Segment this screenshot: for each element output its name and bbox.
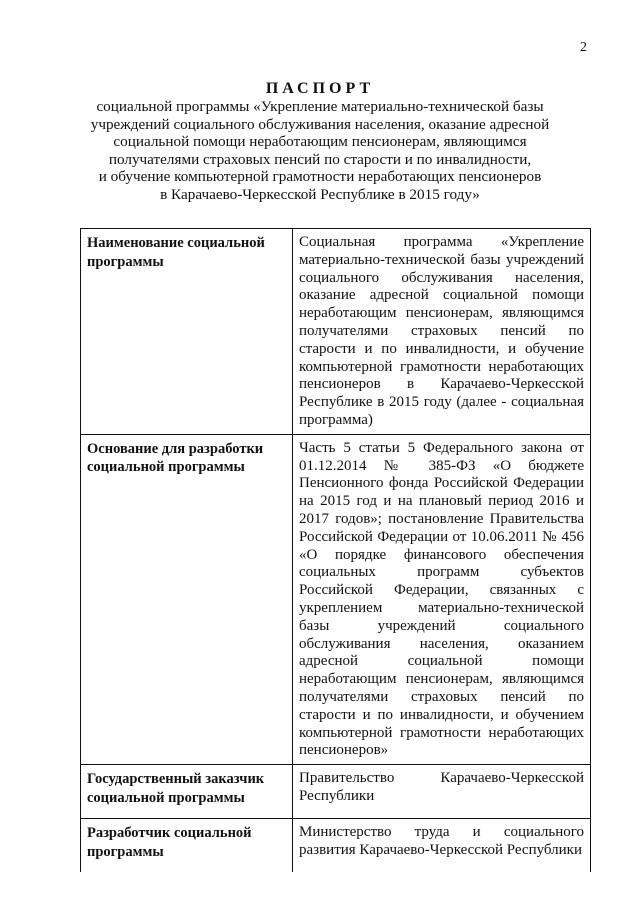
row-value: Социальная программа «Укрепление материально-технической базы учреждений социального обслуживания населения, оказание адресной социальной помощи неработающим пенсионерам, являющимся получателями страховых пенсий по старости и по инвалидности, и обучение компьютерной грамотности неработающих пенсионеров в Карачаево-Черкесской Республике в 2015 году (далее - социальная программа) [299, 234, 584, 428]
table-row [81, 765, 591, 819]
table-row [81, 819, 591, 873]
subtitle-line: социальной программы «Укрепление материально-технической базы [96, 98, 544, 115]
value-cell [293, 229, 591, 435]
row-label: Государственный заказчик социальной программы [87, 771, 265, 806]
label-cell [81, 434, 293, 764]
value-cell [293, 765, 591, 819]
label-cell [81, 229, 293, 435]
table-row [81, 229, 591, 435]
subtitle-line: получателями страховых пенсий по старости и по инвалидности, [108, 150, 532, 168]
document-title: ПАСПОРТ [265, 80, 375, 97]
table-row [81, 434, 591, 764]
document-subtitle [80, 98, 560, 204]
passport-table [80, 228, 591, 872]
page-number: 2 [580, 40, 587, 55]
subtitle-line: социальной помощи неработающим пенсионерам, являющимся [113, 133, 527, 151]
subtitle-line: в Карачаево-Черкесской Республике в 2015 году» [160, 185, 480, 203]
row-value: Часть 5 статьи 5 Федерального закона от 01.12.2014 № 385-ФЗ «О бюджете Пенсионного фонда Российской Федерации на 2015 год и на плановый период 2016 и 2017 годов»; постановление Правительства Российской Федерации от 10.06.2011 № 456 «О порядке финансового обеспечения социальных программ субъектов Российской Федерации, связанных с укреплением материально-технической базы учреждений социального обслуживания населения, оказанием адресной социальной помощи неработающим пенсионерам, являющимся получателями страховых пенсий по старости и по инвалидности, и обучением компьютерной грамотности неработающих пенсионеров» [299, 439, 584, 759]
value-cell [293, 819, 591, 873]
row-label: Основание для разработки социальной программы [87, 440, 264, 476]
label-cell [81, 819, 293, 873]
label-cell [81, 765, 293, 819]
value-cell [293, 434, 591, 764]
row-label: Наименование социальной программы [87, 235, 265, 270]
row-label: Разработчик социальной программы [87, 825, 252, 860]
subtitle-line: и обучение компьютерной грамотности неработающих пенсионеров [98, 168, 542, 186]
row-value: Правительство Карачаево-Черкесской Республики [299, 770, 584, 804]
row-value: Министерство труда и социального развития Карачаево-Черкесской Республики [299, 824, 584, 858]
subtitle-line: учреждений социального обслуживания населения, оказание адресной [90, 115, 550, 133]
